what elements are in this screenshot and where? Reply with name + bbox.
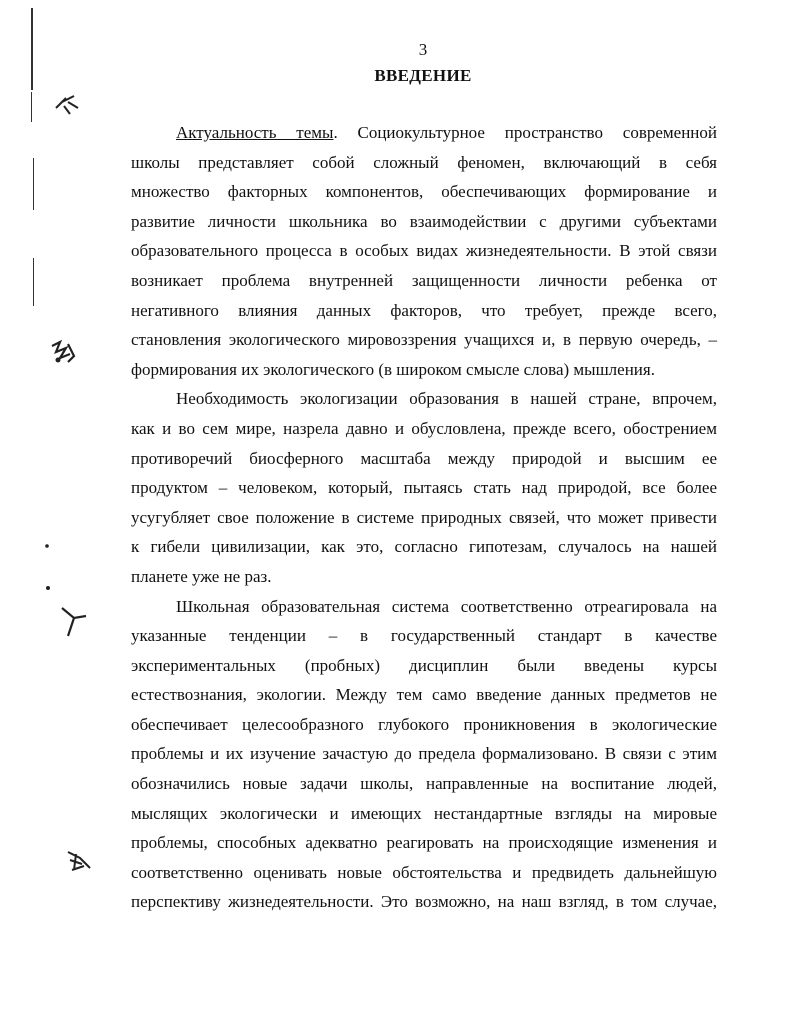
paragraph-line: [131, 118, 717, 148]
paragraph-line: соответственно оценивать новые обстоятельства и предвидеть дальнейшую: [131, 862, 717, 882]
paragraph-line: указанные тенденции – в государственный стандарт в качестве: [131, 626, 717, 646]
paragraph-lead-text: . Социокультурное пространство современной: [333, 123, 717, 142]
paragraph-line: противоречий биосферного масштаба между природой и высшим ее: [131, 448, 717, 468]
margin-dot-icon: [42, 540, 52, 600]
margin-scribble-icon: [58, 604, 92, 640]
paragraph-line: продуктом – человеком, который, пытаясь стать над природой, все более: [131, 478, 717, 498]
margin-rule: [33, 258, 34, 306]
margin-rule: [31, 92, 32, 122]
paragraph-line: естествознания, экологии. Между тем само введение данных предметов не: [131, 685, 717, 705]
paragraph-line: обозначились новые задачи школы, направленные на воспитание людей,: [131, 774, 717, 794]
paragraph-line: мыслящих экологически и имеющих нестандартные взгляды на мировые: [131, 803, 717, 823]
paragraph-line: негативного влияния данных факторов, что требует, прежде всего,: [131, 300, 717, 320]
section-heading: ВВЕДЕНИЕ: [374, 66, 472, 85]
margin-scribble-icon: [62, 846, 96, 876]
paragraph-line: развитие личности школьника во взаимодействии с другими субъектами: [131, 211, 717, 231]
paragraph-line: проблемы и их изучение зачастую до предела формализовано. В связи с этим: [131, 744, 717, 764]
paragraph-line: возникает проблема внутренней защищенности личности ребенка от: [131, 270, 717, 290]
topic-relevance-label: Актуальность темы: [176, 123, 334, 142]
margin-scribble-icon: [46, 336, 80, 368]
paragraph-line: усугубляет свое положение в системе природных связей, что может привести: [131, 507, 717, 527]
paragraph-line: становления экологического мировоззрения учащихся и, в первую очередь, –: [131, 330, 717, 350]
paragraph-line: как и во сем мире, назрела давно и обусловлена, прежде всего, обострением: [131, 418, 717, 438]
paragraph-line: формирования их экологического (в широком смысле слова) мышления.: [131, 359, 655, 379]
paragraph-line: перспективу жизнедеятельности. Это возможно, на наш взгляд, в том случае,: [131, 892, 717, 912]
paragraph-line: Необходимость экологизации образования в нашей стране, впрочем,: [176, 389, 717, 409]
paragraph-line: множество факторных компонентов, обеспечивающих формирование и: [131, 182, 717, 202]
paragraph-line: Школьная образовательная система соответственно отреагировала на: [176, 596, 717, 616]
body-text: [131, 118, 717, 917]
paragraph-line: проблемы, способных адекватно реагировать на происходящие изменения и: [131, 833, 717, 853]
paragraph-line: экспериментальных (пробных) дисциплин были введены курсы: [131, 655, 717, 675]
paragraph-line: планете уже не раз.: [131, 566, 272, 586]
paragraph-line: образовательного процесса в особых видах жизнедеятельности. В этой связи: [131, 241, 717, 261]
paragraph-line: обеспечивает целесообразного глубокого проникновения в экологические: [131, 714, 717, 734]
paragraph-line: школы представляет собой сложный феномен, включающий в себя: [131, 152, 717, 172]
paragraph-line: к гибели цивилизации, как это, согласно гипотезам, случалось на нашей: [131, 537, 717, 557]
margin-scribble-icon: [52, 88, 82, 120]
page-number: 3: [418, 40, 428, 59]
margin-rule: [33, 158, 34, 210]
